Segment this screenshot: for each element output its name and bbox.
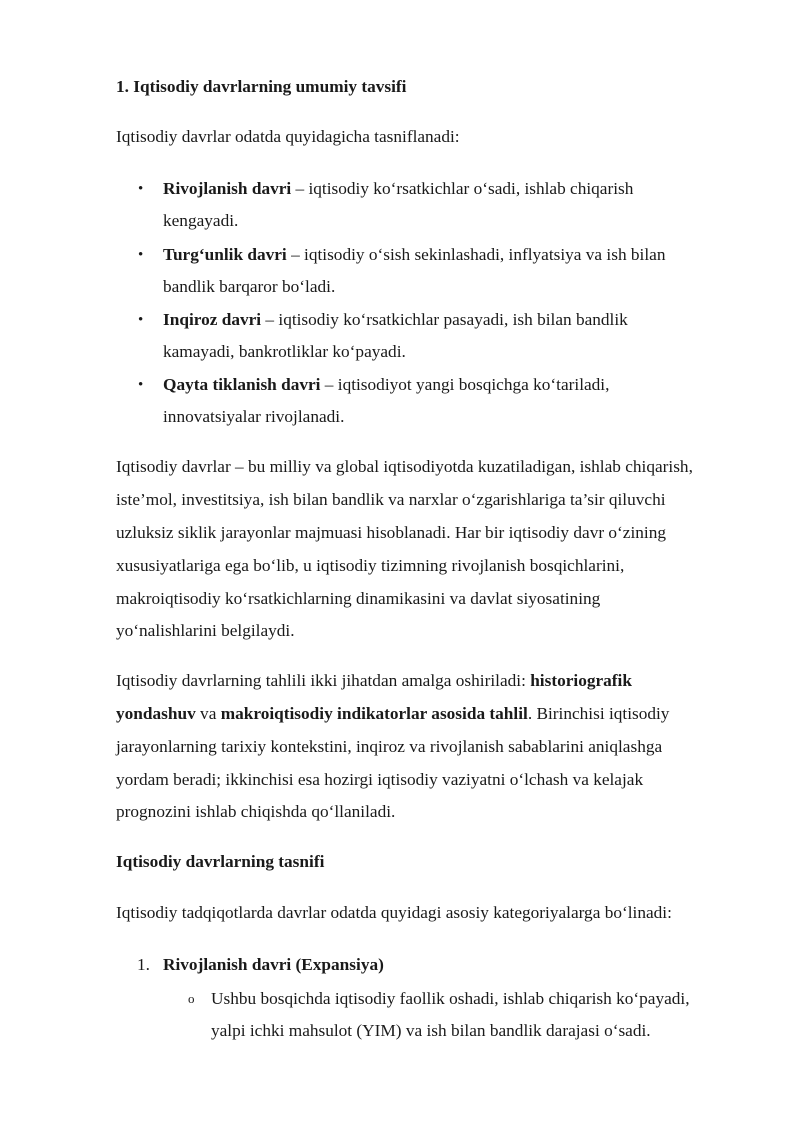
bullet-marker: • [138,312,144,328]
bullet-item-line: Rivojlanish davri – iqtisodiy ko‘rsatkichlar o‘sadi, ishlab chiqarish [163,179,634,198]
bullet-item-line: innovatsiyalar rivojlanadi. [163,407,345,426]
bullet-item-line: Qayta tiklanish davri – iqtisodiyot yangi bosqichga ko‘tariladi, [163,375,610,394]
paragraph-line: Iqtisodiy davrlarning tahlili ikki jihatdan amalga oshiriladi: historiografik [116,671,632,690]
paragraph-line: jarayonlarning tarixiy kontekstini, inqiroz va rivojlanish sabablarini aniqlashga [116,737,663,756]
paragraph-line: yondashuv va makroiqtisodiy indikatorlar asosida tahlil. Birinchisi iqtisodiy [116,704,670,723]
numbered-item-title: Rivojlanish davri (Expansiya) [163,955,384,974]
bullet-item-line: kamayadi, bankrotliklar ko‘payadi. [163,342,406,361]
paragraph-line: makroiqtisodiy ko‘rsatkichlarning dinamikasini va davlat siyosatining [116,589,601,608]
bullet-item-line: bandlik barqaror bo‘ladi. [163,277,336,296]
bullet-marker: • [138,247,144,263]
bullet-marker: • [138,377,144,393]
list-number: 1. [137,955,150,974]
paragraph-line: Iqtisodiy davrlar – bu milliy va global iqtisodiyotda kuzatiladigan, ishlab chiqarish, [116,457,693,476]
bullet-item-line: Turg‘unlik davri – iqtisodiy o‘sish sekinlashadi, inflyatsiya va ish bilan [163,245,666,264]
sub-item-line: Ushbu bosqichda iqtisodiy faollik oshadi, ishlab chiqarish ko‘payadi, [211,989,690,1008]
paragraph-line: xususiyatlariga ega bo‘lib, u iqtisodiy tizimning rivojlanish bosqichlarini, [116,556,625,575]
intro-text: Iqtisodiy tadqiqotlarda davrlar odatda quyidagi asosiy kategoriyalarga bo‘linadi: [116,903,672,922]
bullet-item-line: Inqiroz davri – iqtisodiy ko‘rsatkichlar pasayadi, ish bilan bandlik [163,310,628,329]
paragraph-line: uzluksiz siklik jarayonlar majmuasi hisoblanadi. Har bir iqtisodiy davr o‘zining [116,523,667,542]
intro-text: Iqtisodiy davrlar odatda quyidagicha tasniflanadi: [116,127,460,146]
bullet-marker: • [138,181,144,197]
section-heading: 1. Iqtisodiy davrlarning umumiy tavsifi [116,77,407,96]
paragraph-line: iste’mol, investitsiya, ish bilan bandlik va narxlar o‘zgarishlariga ta’sir qiluvchi [116,490,666,509]
sub-bullet-marker: o [188,991,195,1006]
bullet-item-line: kengayadi. [163,211,239,230]
paragraph-line: yordam beradi; ikkinchisi esa hozirgi iqtisodiy vaziyatni o‘lchash va kelajak [116,770,644,789]
subsection-heading: Iqtisodiy davrlarning tasnifi [116,852,325,871]
sub-item-line: yalpi ichki mahsulot (YIM) va ish bilan bandlik darajasi o‘sadi. [211,1021,651,1040]
paragraph-line: prognozini ishlab chiqishda qo‘llaniladi. [116,802,396,821]
paragraph-line: yo‘nalishlarini belgilaydi. [116,621,295,640]
